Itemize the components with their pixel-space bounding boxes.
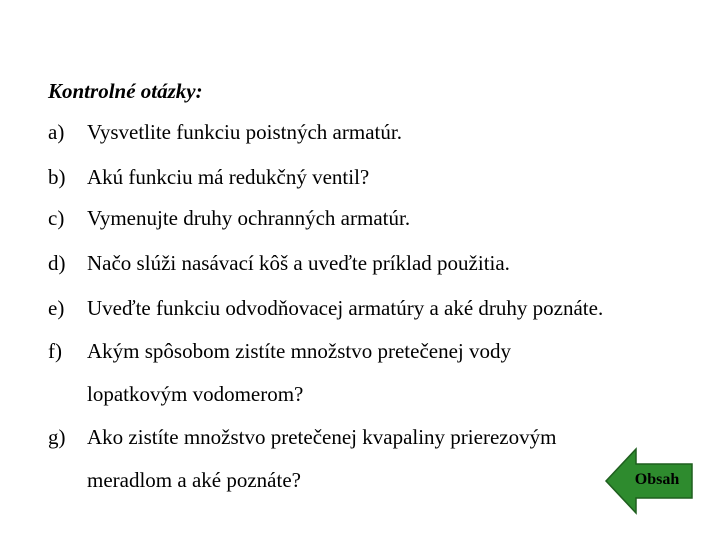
question-text: Načo slúži nasávací kôš a uveďte príklad použitia. xyxy=(87,251,510,275)
question-b xyxy=(48,163,369,191)
question-text: Akú funkciu má redukčný ventil? xyxy=(87,165,370,189)
obsah-button[interactable] xyxy=(604,446,694,516)
question-letter: g) xyxy=(48,425,66,449)
question-text: Ako zistíte množstvo pretečenej kvapaliny prierezovým xyxy=(87,425,557,449)
question-letter: c) xyxy=(48,206,65,230)
question-a xyxy=(48,118,402,146)
question-text: Uveďte funkciu odvodňovacej armatúry a aké druhy poznáte. xyxy=(87,296,604,320)
question-text: Akým spôsobom zistíte množstvo pretečenej vody xyxy=(87,339,512,363)
question-letter: a) xyxy=(48,120,65,144)
question-letter: b) xyxy=(48,165,66,189)
question-g-continuation: meradlom a aké poznáte? xyxy=(87,468,301,492)
question-f xyxy=(48,337,511,365)
question-text: Vymenujte druhy ochranných armatúr. xyxy=(87,206,411,230)
question-letter: f) xyxy=(48,339,62,363)
question-text: Vysvetlite funkciu poistných armatúr. xyxy=(87,120,402,144)
question-d xyxy=(48,249,510,277)
question-e xyxy=(48,294,603,322)
question-g xyxy=(48,423,556,451)
page-title: Kontrolné otázky: xyxy=(48,79,203,103)
obsah-button-label: Obsah xyxy=(634,471,680,488)
question-f-continuation: lopatkovým vodomerom? xyxy=(87,382,304,406)
question-letter: d) xyxy=(48,251,66,275)
question-letter: e) xyxy=(48,296,65,320)
question-c xyxy=(48,204,410,232)
